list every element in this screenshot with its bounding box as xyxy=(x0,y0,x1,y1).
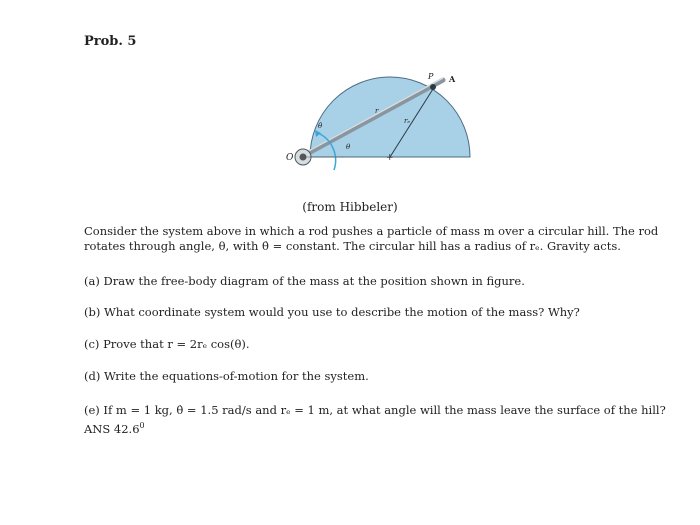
label-theta-dot: θ̇ xyxy=(318,122,323,130)
problem-intro: Consider the system above in which a rod pushes a particle of mass m over a circular hill. The rod rotates through angle, θ, with θ̇ = constant. The circular hill has a radius of rₑ. Gravity acts. xyxy=(84,224,659,253)
answer-text: ANS 42.6 xyxy=(84,421,140,436)
figure-hill-rod xyxy=(0,0,700,200)
question-e-text: (e) If m = 1 kg, θ̇ = 1.5 rad/s and rₑ = 1 m, at what angle will the mass leave the surface of the hill? xyxy=(84,403,666,417)
figure-caption: (from Hibbeler) xyxy=(302,200,398,214)
question-e xyxy=(84,403,669,437)
label-r: r xyxy=(375,107,379,115)
particle-p xyxy=(430,84,436,90)
question-c: (c) Prove that r = 2rₑ cos(θ). xyxy=(84,337,250,351)
question-a: (a) Draw the free-body diagram of the mass at the position shown in figure. xyxy=(84,274,525,288)
label-a: A xyxy=(449,74,456,84)
label-rc: rₑ xyxy=(404,117,411,125)
question-d: (d) Write the equations-of-motion for the system. xyxy=(84,369,369,383)
answer-degree-sup: 0 xyxy=(139,421,145,430)
question-b: (b) What coordinate system would you use to describe the motion of the mass? Why? xyxy=(84,305,580,319)
label-p: P xyxy=(428,72,434,81)
circular-hill xyxy=(310,77,470,157)
problem-title: Prob. 5 xyxy=(84,34,137,49)
label-o: O xyxy=(286,153,294,163)
hill-center-mark: + xyxy=(386,153,394,163)
label-theta: θ xyxy=(346,143,351,151)
answer xyxy=(84,418,669,437)
